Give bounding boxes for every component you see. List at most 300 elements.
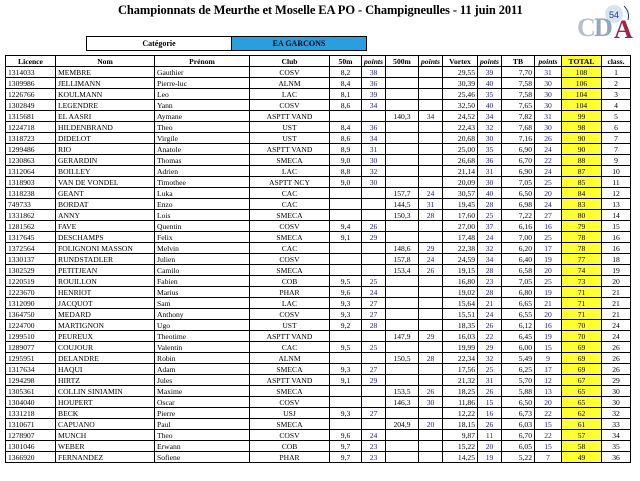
cell-points-50m: 28	[362, 320, 386, 331]
cell-points-vortex: 15	[478, 397, 502, 408]
cell-class: 16	[602, 243, 631, 254]
cell-time-500m: 153,5	[386, 386, 419, 397]
cell-licence: 1302529	[6, 265, 56, 276]
table-row	[6, 353, 631, 364]
cell-points-tb: 24	[535, 199, 562, 210]
cell-vortex: 9,87	[443, 430, 478, 441]
cell-points-50m: 27	[362, 408, 386, 419]
cell-points-vortex: 30	[478, 177, 502, 188]
cell-points-vortex: 40	[478, 100, 502, 111]
cell-points-vortex: 19	[478, 452, 502, 463]
cell-points-50m: 24	[362, 287, 386, 298]
cell-licence: 1220519	[6, 276, 56, 287]
cell-points-500m	[419, 144, 443, 155]
cell-club: SMECA	[250, 155, 330, 166]
cell-tb: 6,70	[502, 430, 535, 441]
cell-points-50m	[362, 386, 386, 397]
cell-points-50m: 24	[362, 430, 386, 441]
cell-points-500m: 31	[419, 199, 443, 210]
cell-tb: 6,50	[502, 397, 535, 408]
cell-club: COSV	[250, 100, 330, 111]
cell-time-500m: 140,3	[386, 111, 419, 122]
cell-time-50m: 8,9	[330, 144, 362, 155]
cell-total: 65	[562, 397, 602, 408]
cell-vortex: 30,57	[443, 188, 478, 199]
cell-tb: 7,68	[502, 122, 535, 133]
cell-points-50m: 36	[362, 122, 386, 133]
table-row	[6, 331, 631, 342]
cell-tb: 7,70	[502, 67, 535, 78]
table-row	[6, 342, 631, 353]
cell-points-50m	[362, 397, 386, 408]
cell-total: 74	[562, 265, 602, 276]
cell-points-50m: 23	[362, 452, 386, 463]
svg-text:54: 54	[609, 10, 620, 20]
cell-class: 7	[602, 144, 631, 155]
cell-vortex: 22,43	[443, 122, 478, 133]
cell-vortex: 21,14	[443, 166, 478, 177]
cell-total: 85	[562, 177, 602, 188]
cell-nom: COLLIN SINIAMIN	[56, 386, 155, 397]
cell-time-50m: 8,2	[330, 67, 362, 78]
cell-nom: GEANT	[56, 188, 155, 199]
cell-points-500m	[419, 452, 443, 463]
cell-points-vortex: 26	[478, 320, 502, 331]
cell-club: ASPTT NCY	[250, 177, 330, 188]
cell-time-500m: 150,5	[386, 353, 419, 364]
header-points-vortex: points	[478, 56, 502, 67]
cell-nom: DELANDRE	[56, 353, 155, 364]
cell-class: 33	[602, 419, 631, 430]
cell-points-tb: 7	[535, 452, 562, 463]
cell-tb: 7,58	[502, 89, 535, 100]
cell-class: 19	[602, 265, 631, 276]
cell-licence: 1314033	[6, 67, 56, 78]
cell-points-tb: 17	[535, 243, 562, 254]
cell-time-500m	[386, 375, 419, 386]
table-row	[6, 375, 631, 386]
cell-points-50m: 25	[362, 276, 386, 287]
cell-class: 21	[602, 287, 631, 298]
cell-points-vortex: 26	[478, 386, 502, 397]
cell-time-50m: 9,7	[330, 441, 362, 452]
cell-vortex: 15,22	[443, 441, 478, 452]
cell-points-tb: 22	[535, 408, 562, 419]
cell-licence: 1331218	[6, 408, 56, 419]
cell-vortex: 18,25	[443, 386, 478, 397]
cell-time-50m: 9,3	[330, 298, 362, 309]
cell-club: COB	[250, 276, 330, 287]
cell-time-50m: 9,5	[330, 342, 362, 353]
cell-points-vortex: 39	[478, 67, 502, 78]
cell-licence: 1331862	[6, 210, 56, 221]
cell-time-50m	[330, 199, 362, 210]
cell-time-500m	[386, 342, 419, 353]
table-row	[6, 265, 631, 276]
header-50m: 50m	[330, 56, 362, 67]
header-nom: Nom	[56, 56, 155, 67]
cell-vortex: 24,59	[443, 254, 478, 265]
cell-points-500m	[419, 309, 443, 320]
table-row	[6, 67, 631, 78]
cell-points-tb: 30	[535, 78, 562, 89]
table-row	[6, 408, 631, 419]
cell-class: 11	[602, 177, 631, 188]
cell-prenom: Julien	[155, 254, 250, 265]
cell-points-vortex: 35	[478, 89, 502, 100]
cell-tb: 6,65	[502, 298, 535, 309]
cell-nom: HENRIOT	[56, 287, 155, 298]
cell-total: 67	[562, 375, 602, 386]
cell-club: ASPTT VAND	[250, 144, 330, 155]
cell-club: COB	[250, 441, 330, 452]
cell-vortex: 15,51	[443, 309, 478, 320]
svg-text:D: D	[594, 13, 613, 42]
cell-prenom: Theo	[155, 430, 250, 441]
cell-points-50m: 29	[362, 375, 386, 386]
cell-nom: BOILLEY	[56, 166, 155, 177]
cell-vortex: 24,52	[443, 111, 478, 122]
cell-tb: 7,05	[502, 276, 535, 287]
cell-class: 13	[602, 199, 631, 210]
cell-club: ALNM	[250, 78, 330, 89]
table-row	[6, 397, 631, 408]
cell-vortex: 14,25	[443, 452, 478, 463]
cell-time-50m	[330, 210, 362, 221]
cell-licence: 1305361	[6, 386, 56, 397]
cell-nom: JELLIMANN	[56, 78, 155, 89]
cell-time-500m: 157,8	[386, 254, 419, 265]
cell-licence: 1299510	[6, 331, 56, 342]
cell-vortex: 25,46	[443, 89, 478, 100]
cell-points-tb: 17	[535, 364, 562, 375]
cell-licence: 1315681	[6, 111, 56, 122]
cell-prenom: Robin	[155, 353, 250, 364]
cell-tb: 7,65	[502, 100, 535, 111]
cell-time-500m	[386, 89, 419, 100]
cell-tb: 5,70	[502, 375, 535, 386]
cell-licence: 1223670	[6, 287, 56, 298]
cell-club: COSV	[250, 67, 330, 78]
table-row	[6, 276, 631, 287]
cell-nom: COUJOUR	[56, 342, 155, 353]
cell-points-tb: 19	[535, 287, 562, 298]
cell-class: 21	[602, 309, 631, 320]
cell-tb: 5,22	[502, 452, 535, 463]
table-row	[6, 166, 631, 177]
cell-points-tb: 19	[535, 254, 562, 265]
cell-prenom: Pierre-luc	[155, 78, 250, 89]
cell-club: LAC	[250, 89, 330, 100]
cell-points-50m: 25	[362, 342, 386, 353]
cell-points-500m	[419, 166, 443, 177]
cell-points-500m	[419, 122, 443, 133]
table-row	[6, 155, 631, 166]
svg-text:A: A	[614, 15, 633, 44]
table-row	[6, 364, 631, 375]
cell-club: CAC	[250, 342, 330, 353]
table-row	[6, 199, 631, 210]
cell-time-50m: 9,2	[330, 320, 362, 331]
cell-points-tb: 24	[535, 144, 562, 155]
header-row	[6, 56, 631, 67]
cell-vortex: 26,68	[443, 155, 478, 166]
cell-nom: RUNDSTADLER	[56, 254, 155, 265]
cell-nom: BORDAT	[56, 199, 155, 210]
cell-time-500m	[386, 452, 419, 463]
cell-nom: WEBER	[56, 441, 155, 452]
cell-nom: FOLIGNONI MASSON	[56, 243, 155, 254]
cell-points-500m	[419, 298, 443, 309]
cell-tb: 6,73	[502, 408, 535, 419]
cell-points-tb: 9	[535, 353, 562, 364]
cell-tb: 7,22	[502, 210, 535, 221]
cell-points-500m	[419, 221, 443, 232]
table-row	[6, 188, 631, 199]
cell-points-500m	[419, 67, 443, 78]
table-row	[6, 254, 631, 265]
cell-class: 6	[602, 122, 631, 133]
cell-points-50m: 34	[362, 100, 386, 111]
cell-nom: BECK	[56, 408, 155, 419]
cell-prenom: Luka	[155, 188, 250, 199]
cell-time-50m	[330, 188, 362, 199]
cell-time-500m: 157,7	[386, 188, 419, 199]
cell-points-500m	[419, 177, 443, 188]
cell-licence: 1281562	[6, 221, 56, 232]
cell-licence: 1330137	[6, 254, 56, 265]
cell-licence: 1224718	[6, 122, 56, 133]
cell-tb: 6,00	[502, 342, 535, 353]
cell-class: 9	[602, 155, 631, 166]
cell-time-500m	[386, 122, 419, 133]
cell-club: CAC	[250, 188, 330, 199]
cell-club: ASPTT VAND	[250, 375, 330, 386]
header-club: Club	[250, 56, 330, 67]
cell-class: 18	[602, 254, 631, 265]
cell-total: 106	[562, 78, 602, 89]
cell-tb: 6,98	[502, 199, 535, 210]
cell-class: 24	[602, 331, 631, 342]
cell-points-tb: 20	[535, 265, 562, 276]
cell-points-vortex: 35	[478, 144, 502, 155]
cell-nom: PETITJEAN	[56, 265, 155, 276]
cell-vortex: 19,45	[443, 199, 478, 210]
cell-tb: 6,12	[502, 320, 535, 331]
cell-vortex: 29,55	[443, 67, 478, 78]
cell-time-50m	[330, 353, 362, 364]
cell-points-50m: 32	[362, 166, 386, 177]
cell-prenom: Paul	[155, 419, 250, 430]
page-title: Championnats de Meurthe et Moselle EA PO - Champigneulles - 11 juin 2011	[118, 3, 523, 17]
cell-prenom: Oscar	[155, 397, 250, 408]
cell-points-tb: 15	[535, 419, 562, 430]
cell-points-500m	[419, 408, 443, 419]
cell-points-500m	[419, 232, 443, 243]
header-vortex: Vortex	[443, 56, 478, 67]
cell-points-vortex: 32	[478, 243, 502, 254]
cell-time-50m: 8,6	[330, 100, 362, 111]
cell-vortex: 19,99	[443, 342, 478, 353]
cell-points-vortex: 32	[478, 353, 502, 364]
cell-time-50m	[330, 397, 362, 408]
cell-tb: 7,05	[502, 177, 535, 188]
cell-vortex: 22,34	[443, 353, 478, 364]
cell-vortex: 16,80	[443, 276, 478, 287]
cell-points-tb: 20	[535, 188, 562, 199]
cell-licence: 1294298	[6, 375, 56, 386]
cell-tb: 6,58	[502, 265, 535, 276]
cell-time-50m	[330, 386, 362, 397]
cell-points-50m	[362, 111, 386, 122]
cell-class: 21	[602, 298, 631, 309]
cell-points-500m	[419, 276, 443, 287]
cell-points-500m: 28	[419, 353, 443, 364]
cell-total: 57	[562, 430, 602, 441]
cell-time-500m	[386, 430, 419, 441]
category-label: Catégorie	[87, 37, 232, 51]
cell-points-tb: 16	[535, 320, 562, 331]
cell-vortex: 20,68	[443, 133, 478, 144]
cell-tb: 7,16	[502, 133, 535, 144]
table-row	[6, 122, 631, 133]
cell-class: 14	[602, 210, 631, 221]
cell-points-50m: 30	[362, 155, 386, 166]
cell-total: 65	[562, 386, 602, 397]
cell-points-500m: 24	[419, 254, 443, 265]
cell-prenom: Theo	[155, 122, 250, 133]
cell-points-vortex: 24	[478, 309, 502, 320]
cell-points-50m: 36	[362, 78, 386, 89]
cell-points-500m	[419, 287, 443, 298]
cell-points-tb: 20	[535, 309, 562, 320]
cell-total: 70	[562, 331, 602, 342]
category-table	[86, 36, 367, 51]
cell-vortex: 22,38	[443, 243, 478, 254]
cell-club: LAC	[250, 298, 330, 309]
cell-points-50m	[362, 210, 386, 221]
cell-nom: LEGENDRE	[56, 100, 155, 111]
cell-points-vortex: 37	[478, 221, 502, 232]
cell-tb: 6,90	[502, 166, 535, 177]
header-class: class.	[602, 56, 631, 67]
cell-time-50m: 9,5	[330, 276, 362, 287]
cell-prenom: Camilo	[155, 265, 250, 276]
cell-time-50m: 9,1	[330, 375, 362, 386]
cell-tb: 6,70	[502, 155, 535, 166]
cell-points-tb: 31	[535, 67, 562, 78]
cell-nom: DESCHAMPS	[56, 232, 155, 243]
cell-time-50m: 9,1	[330, 232, 362, 243]
cell-vortex: 19,02	[443, 287, 478, 298]
cell-time-500m: 150,3	[386, 210, 419, 221]
cell-points-50m	[362, 188, 386, 199]
cell-points-500m	[419, 133, 443, 144]
cell-points-50m	[362, 199, 386, 210]
cell-licence: 1310671	[6, 419, 56, 430]
table-row	[6, 287, 631, 298]
cell-tb: 6,90	[502, 144, 535, 155]
cell-tb: 6,16	[502, 221, 535, 232]
cell-nom: CAPUANO	[56, 419, 155, 430]
cell-class: 29	[602, 375, 631, 386]
cell-points-50m: 27	[362, 364, 386, 375]
cell-licence: 1366920	[6, 452, 56, 463]
cell-points-500m: 26	[419, 386, 443, 397]
cell-nom: RIO	[56, 144, 155, 155]
cell-class: 26	[602, 342, 631, 353]
table-row	[6, 309, 631, 320]
cell-vortex: 17,56	[443, 364, 478, 375]
cell-points-50m	[362, 265, 386, 276]
cell-points-vortex: 26	[478, 419, 502, 430]
cell-points-tb: 25	[535, 276, 562, 287]
cell-licence: 1312064	[6, 166, 56, 177]
cell-vortex: 21,32	[443, 375, 478, 386]
cell-prenom: Valentin	[155, 342, 250, 353]
cell-prenom: Melvin	[155, 243, 250, 254]
cell-tb: 6,80	[502, 287, 535, 298]
cell-points-vortex: 25	[478, 210, 502, 221]
cell-class: 4	[602, 100, 631, 111]
cell-points-vortex: 31	[478, 375, 502, 386]
cell-tb: 6,25	[502, 364, 535, 375]
cell-time-50m	[330, 419, 362, 430]
cell-time-500m	[386, 78, 419, 89]
cell-vortex: 32,50	[443, 100, 478, 111]
cell-prenom: Adrien	[155, 166, 250, 177]
cell-class: 36	[602, 452, 631, 463]
cell-prenom: Timothee	[155, 177, 250, 188]
cell-time-500m	[386, 320, 419, 331]
cell-points-50m: 27	[362, 309, 386, 320]
cell-tb: 6,50	[502, 188, 535, 199]
cell-points-tb: 25	[535, 177, 562, 188]
cell-licence: 1226766	[6, 89, 56, 100]
cell-total: 69	[562, 364, 602, 375]
cell-points-500m	[419, 320, 443, 331]
cell-total: 104	[562, 89, 602, 100]
results-table	[5, 55, 631, 463]
cell-class: 20	[602, 276, 631, 287]
cell-prenom: Anthony	[155, 309, 250, 320]
cell-time-50m	[330, 265, 362, 276]
cell-points-vortex: 30	[478, 133, 502, 144]
cell-time-50m: 9,3	[330, 408, 362, 419]
cell-vortex: 30,39	[443, 78, 478, 89]
cell-points-tb: 22	[535, 155, 562, 166]
cell-prenom: Sam	[155, 298, 250, 309]
svg-text:C: C	[577, 13, 596, 42]
cell-class: 26	[602, 364, 631, 375]
cell-total: 104	[562, 100, 602, 111]
cell-total: 108	[562, 67, 602, 78]
cell-nom: DIDELOT	[56, 133, 155, 144]
header-points-50m: points	[362, 56, 386, 67]
cell-licence: 1317645	[6, 232, 56, 243]
table-row	[6, 298, 631, 309]
cell-licence: 1230863	[6, 155, 56, 166]
cell-points-500m	[419, 89, 443, 100]
cell-points-500m	[419, 155, 443, 166]
cell-class: 2	[602, 78, 631, 89]
cell-club: SMECA	[250, 364, 330, 375]
header-points-500m: points	[419, 56, 443, 67]
cell-points-vortex: 28	[478, 265, 502, 276]
cell-club: CAC	[250, 199, 330, 210]
cell-total: 69	[562, 342, 602, 353]
cell-points-vortex: 25	[478, 364, 502, 375]
